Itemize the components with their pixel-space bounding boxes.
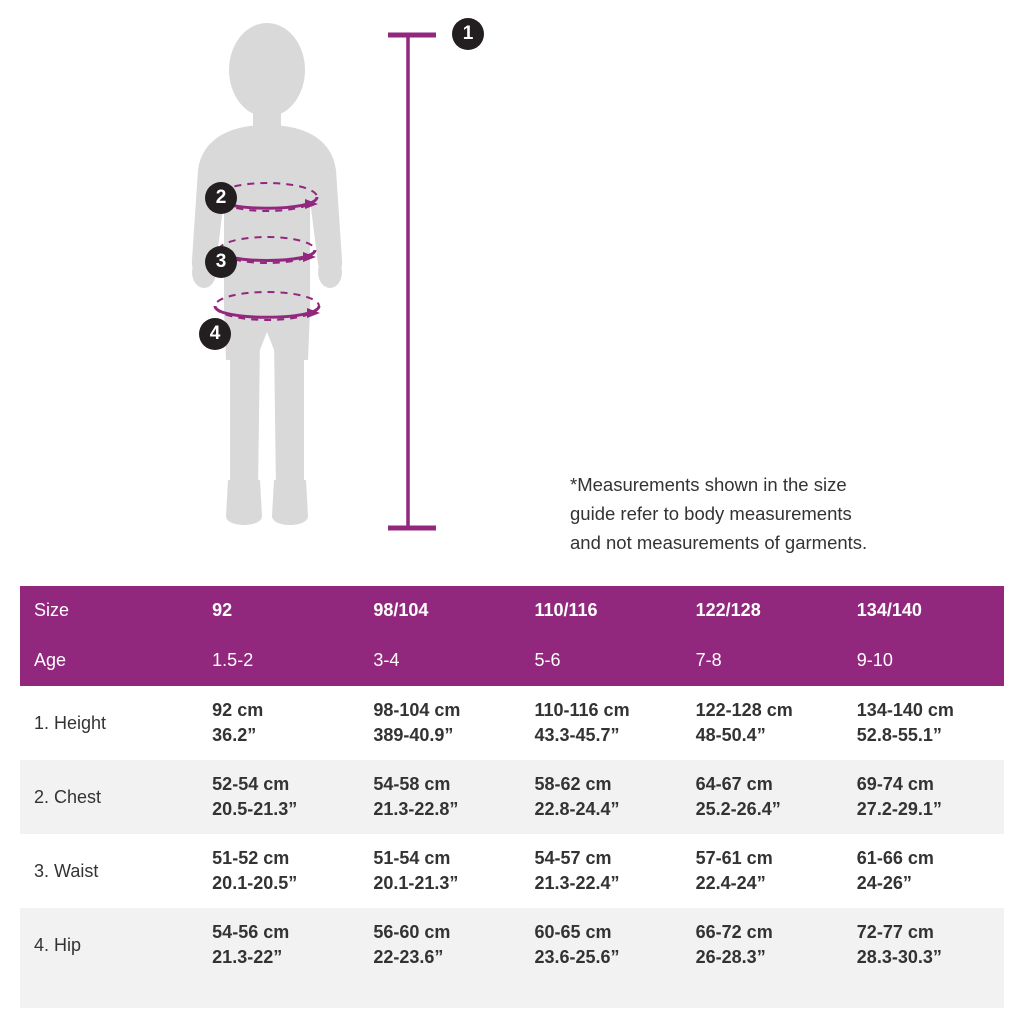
cell-height-122-128 bbox=[682, 686, 843, 760]
cell-hip-110-116 bbox=[520, 908, 681, 982]
marker-4-hip: 4 bbox=[199, 318, 231, 350]
cell-in: 23.6-25.6” bbox=[534, 947, 620, 967]
table-row-spacer bbox=[20, 982, 1004, 1008]
note-line-1: *Measurements shown in the size bbox=[570, 474, 847, 495]
cell-waist-122-128 bbox=[682, 834, 843, 908]
cell-cm: 98-104 cm bbox=[373, 700, 461, 720]
size-table-wrapper bbox=[20, 586, 1004, 1008]
measurement-note bbox=[570, 470, 970, 557]
cell-cm: 134-140 cm bbox=[856, 700, 954, 720]
cell-in: 25.2-26.4” bbox=[695, 799, 781, 819]
cell-hip-98-104 bbox=[359, 908, 520, 982]
cell-height-92 bbox=[198, 686, 359, 760]
cell-in: 52.8-55.1” bbox=[856, 725, 942, 745]
cell-in: 28.3-30.3” bbox=[856, 947, 942, 967]
cell-in: 21.3-22.8” bbox=[373, 799, 459, 819]
cell-in: 22.4-24” bbox=[695, 873, 766, 893]
cell-cm: 51-54 cm bbox=[373, 848, 451, 868]
marker-2-chest: 2 bbox=[205, 182, 237, 214]
cell-in: 389-40.9” bbox=[373, 725, 454, 745]
cell-hip-92 bbox=[198, 908, 359, 982]
cell-in: 20.5-21.3” bbox=[212, 799, 298, 819]
cell-height-134-140 bbox=[843, 686, 1004, 760]
cell-in: 21.3-22.4” bbox=[534, 873, 620, 893]
cell-in: 22-23.6” bbox=[373, 947, 444, 967]
cell-waist-134-140 bbox=[843, 834, 1004, 908]
cell-in: 21.3-22” bbox=[212, 947, 283, 967]
spacer-cell bbox=[359, 982, 520, 1008]
note-line-3: and not measurements of garments. bbox=[570, 532, 868, 553]
header-size-1: 98/104 bbox=[359, 586, 520, 634]
cell-cm: 57-61 cm bbox=[695, 848, 773, 868]
table-row-size-header bbox=[20, 586, 1004, 634]
table-row bbox=[20, 834, 1004, 908]
table-row-age-header bbox=[20, 634, 1004, 686]
header-size-0: 92 bbox=[198, 586, 359, 634]
cell-cm: 64-67 cm bbox=[695, 774, 773, 794]
cell-chest-92 bbox=[198, 760, 359, 834]
cell-cm: 58-62 cm bbox=[534, 774, 612, 794]
table-row bbox=[20, 908, 1004, 982]
cell-chest-134-140 bbox=[843, 760, 1004, 834]
size-chart-table bbox=[20, 586, 1004, 1008]
spacer-cell bbox=[843, 982, 1004, 1008]
cell-cm: 54-56 cm bbox=[212, 922, 290, 942]
cell-hip-122-128 bbox=[682, 908, 843, 982]
cell-in: 22.8-24.4” bbox=[534, 799, 620, 819]
cell-in: 27.2-29.1” bbox=[856, 799, 942, 819]
cell-cm: 60-65 cm bbox=[534, 922, 612, 942]
row-label-height: 1. Height bbox=[34, 712, 107, 733]
header-size-2: 110/116 bbox=[520, 586, 681, 634]
spacer-cell bbox=[198, 982, 359, 1008]
table-row bbox=[20, 686, 1004, 760]
cell-cm: 54-58 cm bbox=[373, 774, 451, 794]
cell-in: 36.2” bbox=[212, 725, 257, 745]
header-age-0: 1.5-2 bbox=[198, 634, 359, 686]
cell-chest-110-116 bbox=[520, 760, 681, 834]
row-label-hip: 4. Hip bbox=[20, 908, 198, 982]
header-age-3: 7-8 bbox=[682, 634, 843, 686]
cell-in: 24-26” bbox=[856, 873, 912, 893]
cell-in: 20.1-20.5” bbox=[212, 873, 298, 893]
cell-in: 43.3-45.7” bbox=[534, 725, 620, 745]
cell-cm: 61-66 cm bbox=[856, 848, 934, 868]
marker-1-height: 1 bbox=[452, 18, 484, 50]
cell-chest-98-104 bbox=[359, 760, 520, 834]
cell-in: 26-28.3” bbox=[695, 947, 766, 967]
cell-cm: 69-74 cm bbox=[856, 774, 934, 794]
row-label-waist: 3. Waist bbox=[34, 860, 99, 881]
cell-in: 48-50.4” bbox=[695, 725, 766, 745]
cell-cm: 56-60 cm bbox=[373, 922, 451, 942]
cell-chest-122-128 bbox=[682, 760, 843, 834]
cell-cm: 92 cm bbox=[212, 700, 264, 720]
cell-hip-134-140 bbox=[843, 908, 1004, 982]
cell-cm: 52-54 cm bbox=[212, 774, 290, 794]
height-measure-line bbox=[388, 35, 436, 528]
header-age-4: 9-10 bbox=[843, 634, 1004, 686]
cell-cm: 122-128 cm bbox=[695, 700, 793, 720]
row-label-chest: 2. Chest bbox=[20, 760, 198, 834]
cell-cm: 66-72 cm bbox=[695, 922, 773, 942]
cell-waist-98-104 bbox=[359, 834, 520, 908]
header-size-3: 122/128 bbox=[682, 586, 843, 634]
cell-waist-92 bbox=[198, 834, 359, 908]
cell-cm: 72-77 cm bbox=[856, 922, 934, 942]
header-age-label: Age bbox=[20, 634, 198, 686]
header-size-label: Size bbox=[20, 586, 198, 634]
cell-in: 20.1-21.3” bbox=[373, 873, 459, 893]
header-age-2: 5-6 bbox=[520, 634, 681, 686]
cell-height-110-116 bbox=[520, 686, 681, 760]
header-age-1: 3-4 bbox=[359, 634, 520, 686]
table-row bbox=[20, 760, 1004, 834]
cell-waist-110-116 bbox=[520, 834, 681, 908]
cell-height-98-104 bbox=[359, 686, 520, 760]
spacer-cell bbox=[520, 982, 681, 1008]
marker-3-waist: 3 bbox=[205, 246, 237, 278]
cell-cm: 54-57 cm bbox=[534, 848, 612, 868]
header-size-4: 134/140 bbox=[843, 586, 1004, 634]
cell-cm: 51-52 cm bbox=[212, 848, 290, 868]
cell-cm: 110-116 cm bbox=[534, 700, 630, 720]
spacer-cell bbox=[682, 982, 843, 1008]
note-line-2: guide refer to body measurements bbox=[570, 503, 852, 524]
spacer-cell bbox=[20, 982, 198, 1008]
